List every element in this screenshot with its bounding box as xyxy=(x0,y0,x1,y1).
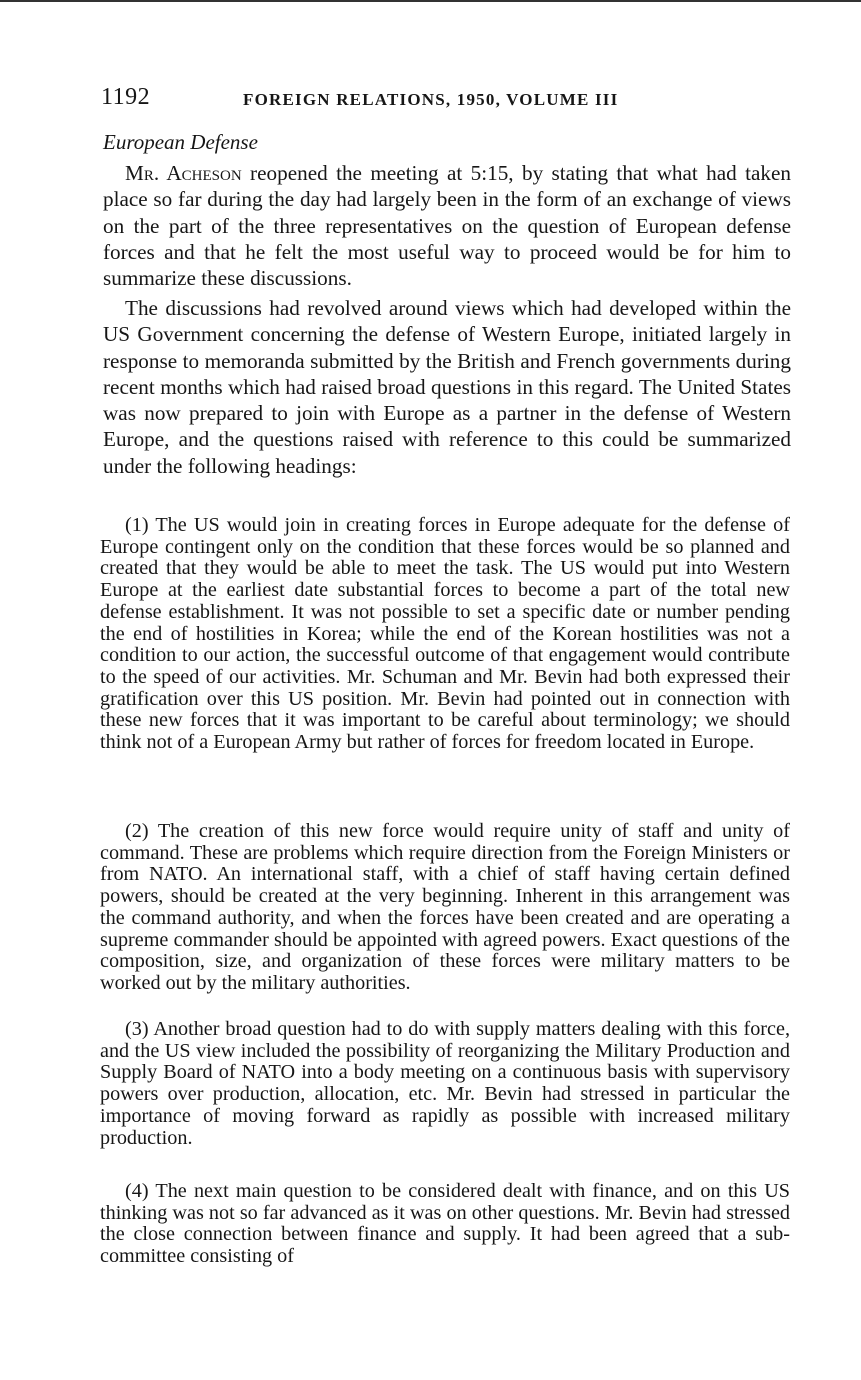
page-number: 1192 xyxy=(101,84,151,110)
page-header xyxy=(101,84,801,116)
numbered-item-1: (1) The US would join in creating forces in Europe adequate for the defense of Europe contingent only on the condition that these forces would be so planned and created that they would be able to meet the task. The US would put into Western Europe at the earliest date substantial forces to become a part of the total new defense establishment. It was not possible to set a specific date or number pending the end of hostilities in Korea; while the end of the Korean hostilities was not a condition to our action, the successful outcome of that engagement would contribute to the speed of our activities. Mr. Schuman and Mr. Bevin had both expressed their gratification over this US position. Mr. Bevin had pointed out in connection with these new forces that it was important to be careful about terminology; we should think not of a European Army but rather of forces for freedom located in Europe. xyxy=(100,514,790,754)
paragraph-discussions-summary: The discussions had revolved around views which had developed within the US Government concerning the defense of Western Europe, initiated largely in response to memoranda submitted by the British and French governments during recent months which had raised broad questions in this regard. The United States was now prepared to join with Europe as a partner in the defense of Western Europe, and the questions raised with reference to this could be summarized under the following headings: xyxy=(103,296,791,478)
top-border-rule xyxy=(0,0,861,2)
paragraph-acheson-opening xyxy=(103,160,791,291)
speaker-name: Mr. Acheson xyxy=(125,161,242,185)
paragraph-text: reopened the meeting at 5:15, by stating that what had taken place so far during the day had largely been in the form of an exchange of views on the part of the three representatives on the question of European defense forces and that he felt the most useful way to proceed would be for him to summarize these discussions. xyxy=(103,161,791,291)
numbered-item-3: (3) Another broad question had to do with supply matters dealing with this force, and the US view included the possibility of reorganizing the Military Production and Supply Board of NATO into a body meeting on a continuous basis with supervisory powers over production, allocation, etc. Mr. Bevin had stressed in particular the importance of moving forward as rapidly as possible with increased military production. xyxy=(100,1018,790,1149)
numbered-item-2: (2) The creation of this new force would require unity of staff and unity of command. These are problems which require direction from the Foreign Ministers or from NATO. An international staff, with a chief of staff having certain defined powers, should be created at the very beginning. Inherent in this arrangement was the command authority, and when the forces have been created and are operating a supreme commander should be appointed with agreed powers. Exact questions of the composition, size, and organization of these forces were military matters to be worked out by the military authorities. xyxy=(100,820,790,994)
running-head: FOREIGN RELATIONS, 1950, VOLUME III xyxy=(243,90,619,109)
numbered-item-4: (4) The next main question to be considered dealt with finance, and on this US thinking was not so far advanced as it was on other questions. Mr. Bevin had stressed the close connection between finance and supply. It had been agreed that a sub-committee consisting of xyxy=(100,1180,790,1268)
section-heading: European Defense xyxy=(103,130,258,154)
